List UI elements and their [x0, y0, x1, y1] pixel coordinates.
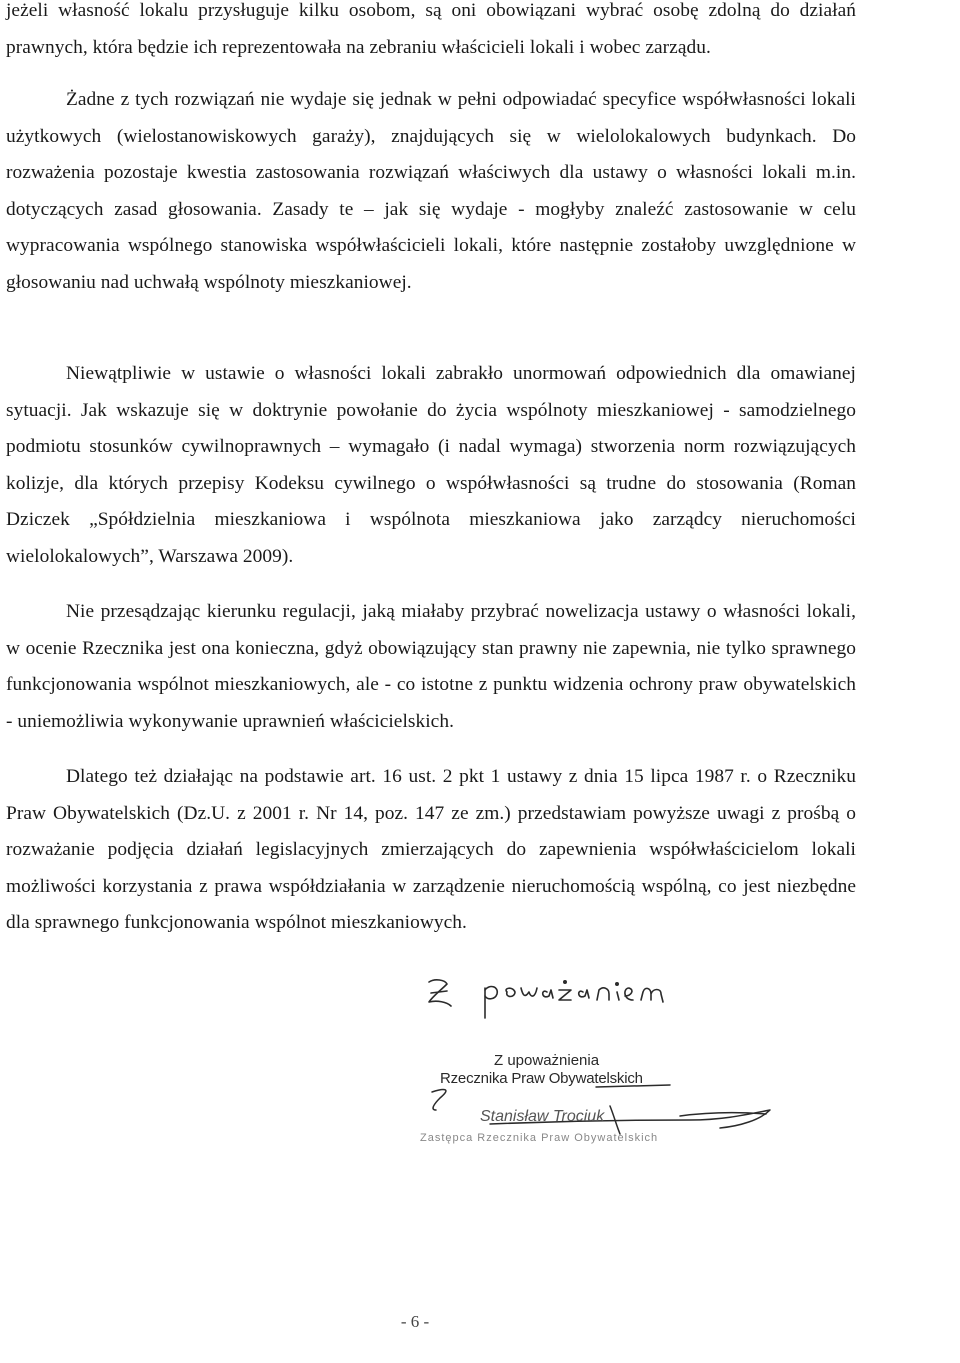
paragraph-5: Dlatego też działając na podstawie art. 16 ust. 2 pkt 1 ustawy z dnia 15 lipca 1987 r. o Rzeczniku Praw Obywatelskich (Dz.U. z 2001 r. Nr 14, poz. 147 ze zm.) przedstawiam powyższe uwagi z prośbą o rozważanie podjęcia działań legislacyjnych zmierzających do zapewnienia współwłaścicielom lokali możliwości korzystania z prawa współdziałania w zarządzenie nieruchomością wspólną, co jest niezbędne dla sprawnego funkcjonowania wspólnot mieszkaniowych.	[6, 766, 856, 933]
page-number: - 6 -	[400, 1312, 430, 1331]
handwritten-greeting-image	[425, 966, 745, 1026]
paragraph-1: jeżeli własność lokalu przysługuje kilku osobom, są oni obowiązani wybrać osobę zdolną do działań prawnych, która będzie ich reprezentowała na zebraniu właścicieli lokali i wobec zarządu.	[6, 0, 856, 58]
handwritten-greeting	[425, 966, 745, 1026]
paragraph-4: Nie przesądzając kierunku regulacji, jaką miałaby przybrać nowelizacja ustawy o własności lokali, w ocenie Rzecznika jest ona konieczna, gdyż obowiązujący stan prawny nie zapewnia, nie tylko sprawnego funkcjonowania wspólnot mieszkaniowych, ale - co istotne z punktu widzenia ochrony praw obywatelskich - uniemożliwia wykonywanie uprawnień właścicielskich.	[6, 601, 856, 732]
paragraph-2: Żadne z tych rozwiązań nie wydaje się jednak w pełni odpowiadać specyfice współwłasności lokali użytkowych (wielostanowiskowych garaży), znajdujących się w wielolokalowych budynkach. Do rozważenia pozostaje kwestia zastosowania rozwiązań właściwych dla ustawy o własności lokali m.in. dotyczących zasad głosowania. Zasady te – jak się wydaje - mogłyby znaleźć zastosowanie w celu wypracowania wspólnego stanowiska współwłaścicieli lokali, które następnie zostałoby uwzględnione w głosowaniu nad uchwałą wspólnoty mieszkaniowej.	[6, 89, 856, 293]
stamp-line-office: Rzecznika Praw Obywatelskich	[440, 1070, 643, 1087]
stamp-signatory-name: Stanisław Trociuk	[480, 1108, 605, 1125]
stamp-signatory-title: Zastępca Rzecznika Praw Obywatelskich	[420, 1132, 659, 1144]
signature-stamp	[420, 1050, 790, 1160]
paragraph-3: Niewątpliwie w ustawie o własności lokali zabrakło unormowań odpowiednich dla omawianej sytuacji. Jak wskazuje się w doktrynie powołanie do życia wspólnoty mieszkaniowej - samodzielnego podmiotu stosunków cywilnoprawnych – wymagało (i nadal wymaga) stworzenia norm rozwiązujących kolizje, dla których przepisy Kodeksu cywilnego o współwłasności są trudne do stosowania (Roman Dziczek „Spółdzielnia mieszkaniowa i wspólnota mieszkaniowa jako zarządcy nieruchomości wielolokalowych”, Warszawa 2009).	[6, 363, 856, 567]
stamp-line-authorization: Z upoważnienia	[494, 1052, 600, 1069]
